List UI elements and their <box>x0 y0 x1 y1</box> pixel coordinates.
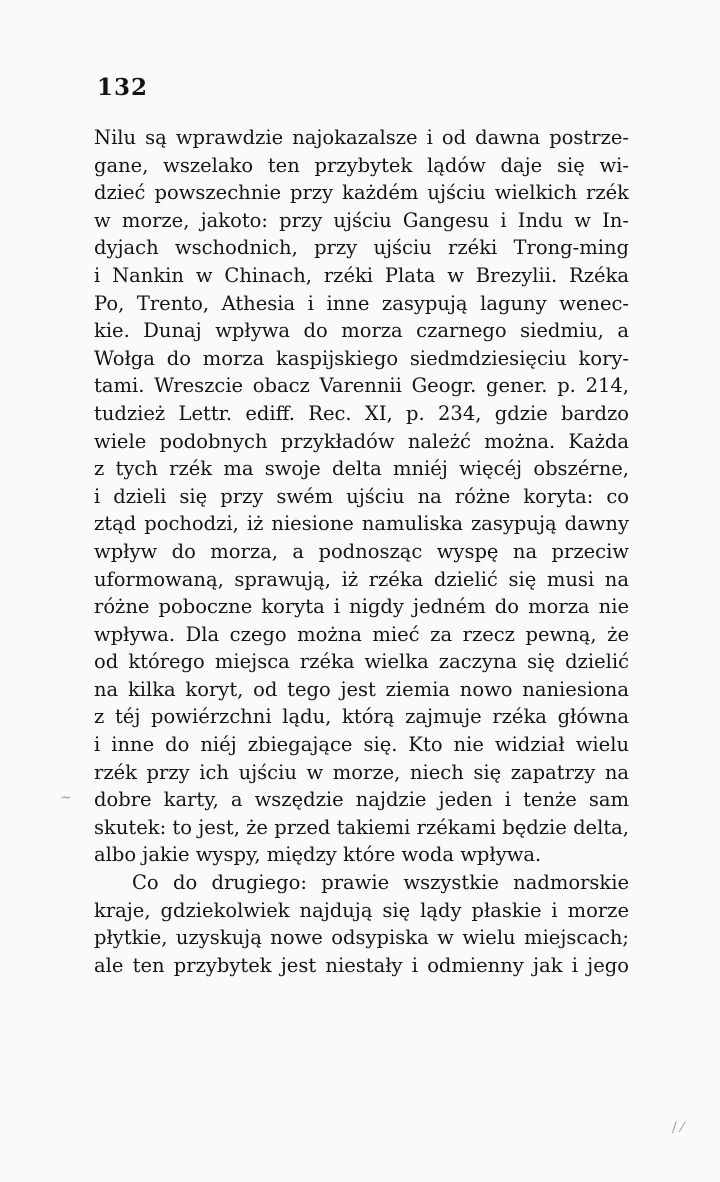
text-line: kraje, gdziekolwiek najdują się lądy płaskie i morze <box>94 898 629 922</box>
body-text <box>94 124 629 979</box>
text-line: od którego miejsca rzéka wielka zaczyna się dzielić <box>94 650 629 674</box>
text-line: ale ten przybytek jest niestały i odmienny jak i jego <box>94 953 629 977</box>
scan-speck: ~ <box>60 790 72 806</box>
text-line: na kilka koryt, od tego jest ziemia nowo naniesiona <box>94 677 629 701</box>
text-line: wpływ do morza, a podnosząc wyspę na przeciw <box>94 539 629 563</box>
text-line: tudzież Lettr. ediff. Rec. XI, p. 234, gdzie bardzo <box>94 401 629 425</box>
text-line: z tych rzék ma swoje delta mniéj więcéj obszérne, <box>94 457 629 481</box>
page-number: 132 <box>97 74 149 101</box>
text-line: Po, Trento, Athesia i inne zasypują laguny wenec- <box>94 291 629 315</box>
text-line: i inne do niéj zbiegające się. Kto nie widział wielu <box>94 733 629 757</box>
text-line: i dzieli się przy swém ujściu na różne koryta: co <box>94 484 629 508</box>
text-line: dzieć powszechnie przy każdém ujściu wielkich rzék <box>94 181 629 205</box>
text-line: dyjach wschodnich, przy ujściu rzéki Trong-ming <box>94 236 629 260</box>
text-line: kie. Dunaj wpływa do morza czarnego siedmiu, a <box>94 319 629 343</box>
scan-speck: / ⁄ <box>672 1120 684 1136</box>
text-line: gane, wszelako ten przybytek lądów daje się wi- <box>94 153 629 177</box>
text-line: rzék przy ich ujściu w morze, niech się zapatrzy na <box>94 760 629 784</box>
text-line: skutek: to jest, że przed takiemi rzékami będzie delta, <box>94 815 629 839</box>
text-line: ztąd pochodzi, iż niesione namuliska zasypują dawny <box>94 512 629 536</box>
text-line: wiele podobnych przykładów należć można. Każda <box>94 429 629 453</box>
text-line: wpływa. Dla czego można mieć za rzecz pewną, że <box>94 622 629 646</box>
text-line: z téj powiérzchni lądu, którą zajmuje rzéka główna <box>94 705 629 729</box>
text-line: dobre karty, a wszędzie najdzie jeden i tenże sam <box>94 788 629 812</box>
text-line: i Nankin w Chinach, rzéki Plata w Brezylii. Rzéka <box>94 263 629 287</box>
text-line: albo jakie wyspy, między które woda wpływa. <box>94 843 542 867</box>
text-line: uformowaną, sprawują, iż rzéka dzielić się musi na <box>94 567 629 591</box>
text-line: Nilu są wprawdzie najokazalsze i od dawna postrze- <box>94 126 629 149</box>
text-line: różne poboczne koryta i nigdy jedném do morza nie <box>94 595 629 619</box>
text-line: w morze, jakoto: przy ujściu Gangesu i Indu w In- <box>94 208 629 232</box>
text-line: tami. Wreszcie obacz Varennii Geogr. gener. p. 214, <box>94 374 629 398</box>
text-line: płytkie, uzyskują nowe odsypiska w wielu miejscach; <box>94 926 629 950</box>
text-line: Wołga do morza kaspijskiego siedmdziesięciu kory- <box>94 346 629 370</box>
paragraph-start-line: Co do drugiego: prawie wszystkie nadmorskie <box>132 871 629 895</box>
